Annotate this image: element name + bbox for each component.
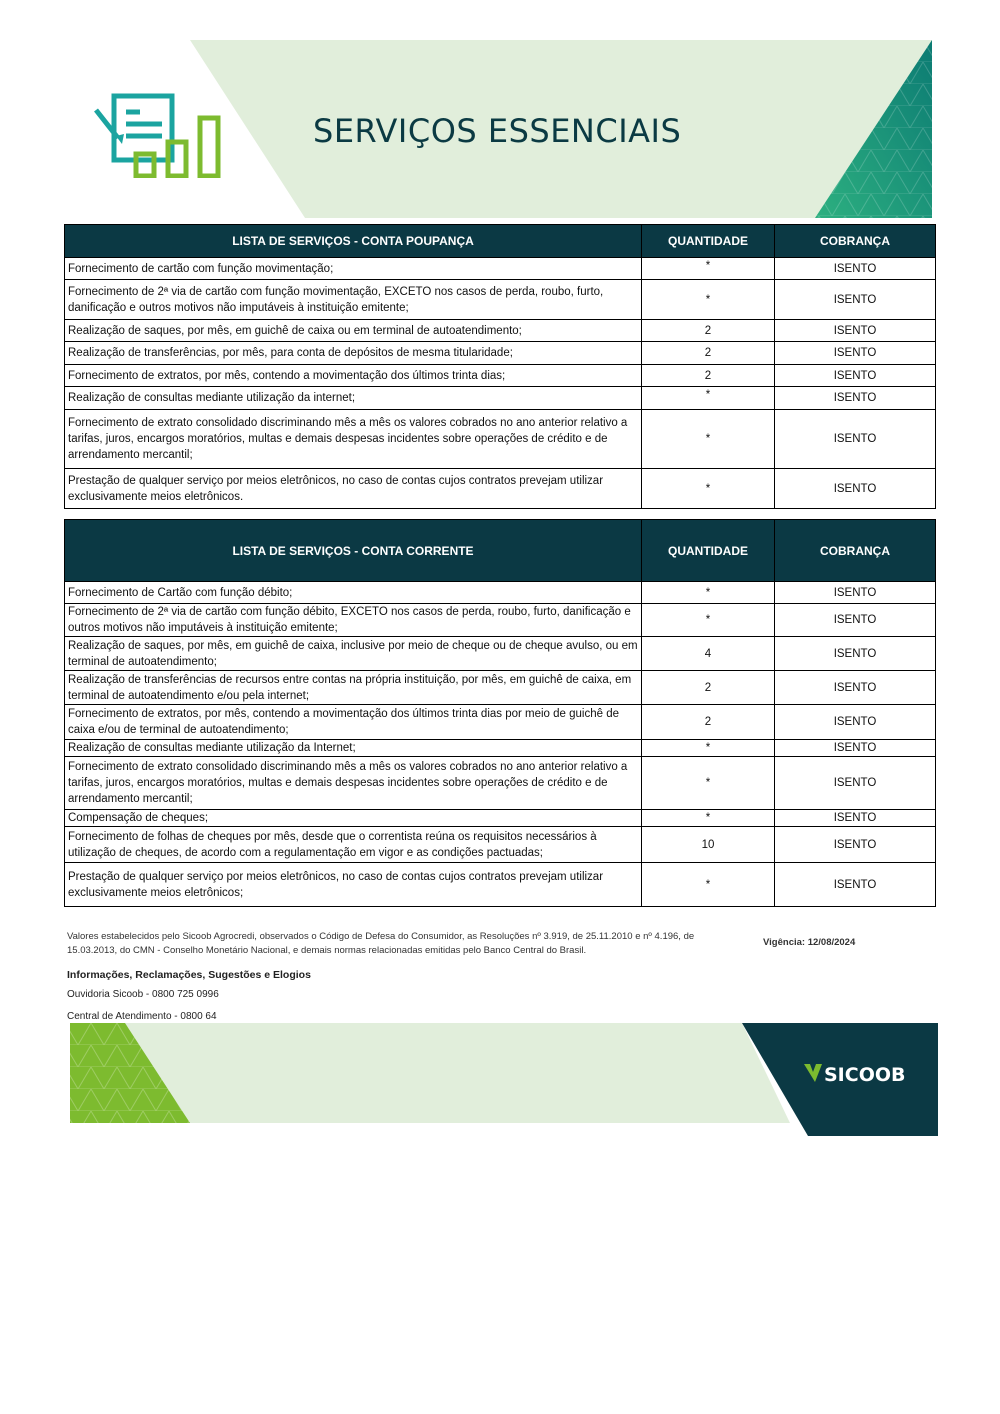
service-quantity: 2 <box>642 671 775 705</box>
service-description: Realização de consultas mediante utilização da internet; <box>65 387 642 410</box>
service-charge: ISENTO <box>775 410 936 469</box>
service-description: Realização de transferências, por mês, para conta de depósitos de mesma titularidade; <box>65 342 642 365</box>
service-charge: ISENTO <box>775 604 936 637</box>
service-quantity: 2 <box>642 342 775 365</box>
service-quantity: * <box>642 757 775 810</box>
service-quantity: * <box>642 387 775 410</box>
service-charge: ISENTO <box>775 637 936 671</box>
service-quantity: 10 <box>642 827 775 863</box>
service-charge: ISENTO <box>775 863 936 907</box>
table-row <box>65 863 936 907</box>
service-quantity: * <box>642 410 775 469</box>
service-quantity: 2 <box>642 365 775 387</box>
service-charge: ISENTO <box>775 365 936 387</box>
table-row <box>65 827 936 863</box>
poupanca-services-table <box>64 224 936 509</box>
service-quantity: * <box>642 604 775 637</box>
table-row <box>65 410 936 469</box>
column-header-services: LISTA DE SERVIÇOS - CONTA POUPANÇA <box>65 225 642 258</box>
service-charge: ISENTO <box>775 387 936 410</box>
column-header-quantity: QUANTIDADE <box>642 225 775 258</box>
service-charge: ISENTO <box>775 582 936 604</box>
brand-name: SICOOB <box>824 1064 906 1086</box>
sicoob-logo <box>802 1060 912 1088</box>
table-row <box>65 705 936 740</box>
central-phone: Central de Atendimento - 0800 64 <box>67 1011 217 1022</box>
service-description: Fornecimento de folhas de cheques por mês, desde que o correntista reúna os requisitos necessários à utilização de cheques, de acordo com a regulamentação em vigor e as condições pactuadas; <box>65 827 642 863</box>
service-description: Compensação de cheques; <box>65 810 642 827</box>
service-description: Fornecimento de cartão com função movimentação; <box>65 258 642 280</box>
service-description: Realização de consultas mediante utilização da Internet; <box>65 740 642 757</box>
column-header-services: LISTA DE SERVIÇOS - CONTA CORRENTE <box>65 520 642 582</box>
service-quantity: * <box>642 469 775 509</box>
service-charge: ISENTO <box>775 320 936 342</box>
table-row <box>65 604 936 637</box>
contact-heading: Informações, Reclamações, Sugestões e Elogios <box>67 969 311 981</box>
legal-note: Valores estabelecidos pelo Sicoob Agrocredi, observados o Código de Defesa do Consumidor, as Resoluções nº 3.919, de 25.11.2010 e nº 4.196, de 15.03.2013, do CMN - Conselho Monetário Nacional, e demais normas relacionadas emitidas pelo Banco Central do Brasil. <box>67 931 695 956</box>
service-charge: ISENTO <box>775 671 936 705</box>
table-row <box>65 365 936 387</box>
table-row <box>65 582 936 604</box>
service-charge: ISENTO <box>775 258 936 280</box>
table-row <box>65 387 936 410</box>
service-charge: ISENTO <box>775 705 936 740</box>
service-quantity: * <box>642 863 775 907</box>
service-charge: ISENTO <box>775 469 936 509</box>
table-row <box>65 740 936 757</box>
service-charge: ISENTO <box>775 740 936 757</box>
service-quantity: 4 <box>642 637 775 671</box>
service-description: Prestação de qualquer serviço por meios eletrônicos, no caso de contas cujos contratos prevejam utilizar exclusivamente meios eletrônicos; <box>65 863 642 907</box>
column-header-charge: COBRANÇA <box>775 520 936 582</box>
service-quantity: * <box>642 740 775 757</box>
service-description: Realização de saques, por mês, em guichê de caixa, inclusive por meio de cheque ou de cheque avulso, ou em terminal de autoatendimento; <box>65 637 642 671</box>
page-title: SERVIÇOS ESSENCIAIS <box>313 112 682 150</box>
service-description: Fornecimento de extrato consolidado discriminando mês a mês os valores cobrados no ano anterior relativo a tarifas, juros, encargos moratórios, multas e demais despesas incidentes sobre operações de crédito e de arrendamento mercantil; <box>65 410 642 469</box>
service-quantity: 2 <box>642 320 775 342</box>
service-charge: ISENTO <box>775 280 936 320</box>
service-description: Prestação de qualquer serviço por meios eletrônicos, no caso de contas cujos contratos prevejam utilizar exclusivamente meios eletrônicos. <box>65 469 642 509</box>
service-description: Fornecimento de extratos, por mês, contendo a movimentação dos últimos trinta dias; <box>65 365 642 387</box>
table-header-row <box>65 225 936 258</box>
service-description: Realização de transferências de recursos entre contas na própria instituição, por mês, em guichê de caixa, em terminal de autoatendimento e/ou pela internet; <box>65 671 642 705</box>
effective-date: Vigência: 12/08/2024 <box>763 937 856 948</box>
document-chart-icon <box>92 92 224 178</box>
table-row <box>65 280 936 320</box>
table-row <box>65 469 936 509</box>
column-header-charge: COBRANÇA <box>775 225 936 258</box>
service-charge: ISENTO <box>775 810 936 827</box>
table-row <box>65 637 936 671</box>
service-quantity: * <box>642 810 775 827</box>
table-header-row <box>65 520 936 582</box>
service-quantity: * <box>642 280 775 320</box>
table-row <box>65 810 936 827</box>
ouvidoria-phone: Ouvidoria Sicoob - 0800 725 0996 <box>67 989 219 1000</box>
table-row <box>65 757 936 810</box>
column-header-quantity: QUANTIDADE <box>642 520 775 582</box>
service-description: Fornecimento de extrato consolidado discriminando mês a mês os valores cobrados no ano anterior relativo a tarifas, juros, encargos moratórios, multas e demais despesas incidentes sobre operações de crédito e de arrendamento mercantil; <box>65 757 642 810</box>
corrente-services-table <box>64 519 936 907</box>
table-row <box>65 342 936 365</box>
table-row <box>65 671 936 705</box>
service-description: Fornecimento de 2ª via de cartão com função débito, EXCETO nos casos de perda, roubo, furto, danificação e outros motivos não imputáveis à instituição emitente; <box>65 604 642 637</box>
service-charge: ISENTO <box>775 342 936 365</box>
service-charge: ISENTO <box>775 827 936 863</box>
service-quantity: * <box>642 582 775 604</box>
service-description: Fornecimento de 2ª via de cartão com função movimentação, EXCETO nos casos de perda, roubo, furto, danificação e outros motivos não imputáveis à instituição emitente; <box>65 280 642 320</box>
table-row <box>65 320 936 342</box>
table-row <box>65 258 936 280</box>
service-description: Fornecimento de extratos, por mês, contendo a movimentação dos últimos trinta dias por meio de guichê de caixa e/ou de terminal de autoatendimento; <box>65 705 642 740</box>
service-charge: ISENTO <box>775 757 936 810</box>
service-quantity: 2 <box>642 705 775 740</box>
service-quantity: * <box>642 258 775 280</box>
service-description: Fornecimento de Cartão com função débito; <box>65 582 642 604</box>
service-description: Realização de saques, por mês, em guichê de caixa ou em terminal de autoatendimento; <box>65 320 642 342</box>
